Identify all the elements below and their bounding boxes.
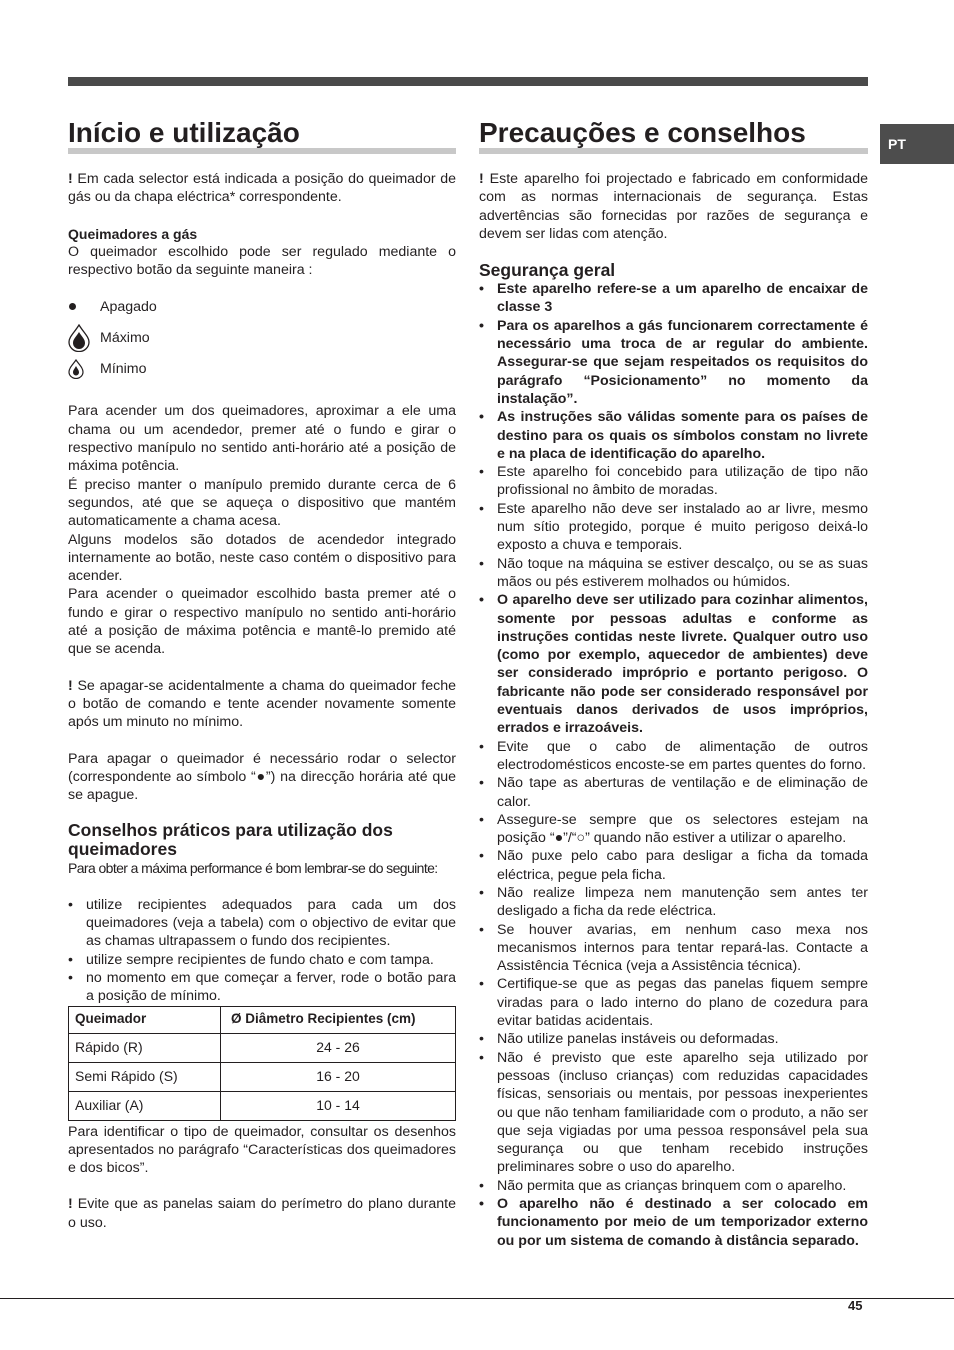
symbol-item-off: Apagado	[68, 291, 456, 322]
section-title-precaucoes: Precauções e conselhos	[479, 116, 868, 152]
footer-rule	[0, 1298, 954, 1299]
pan-warning: ! Evite que as panelas saiam do perímetro do plano durante o uso.	[68, 1196, 456, 1231]
symbol-item-min: Mínimo	[68, 353, 456, 384]
symbol-list	[68, 291, 456, 384]
intro-paragraph: ! Em cada selector está indicada a posição do queimador de gás ou da chapa eléctrica* correspondente.	[68, 171, 456, 206]
table-header: Queimador	[69, 1006, 221, 1033]
practical-tips-heading: Conselhos práticos para utilização dos queimadores	[68, 820, 393, 860]
table-row	[69, 1091, 456, 1120]
flame-out-warning: ! Se apagar-se acidentalmente a chama do queimador feche o botão de comando e tente acender novamente somente após um minuto no mínimo.	[68, 677, 456, 731]
list-item: • utilize sempre recipientes de fundo chato e com tampa.	[68, 951, 434, 968]
gas-burner-paragraph: O queimador escolhido pode ser regulado mediante o respectivo botão da seguinte maneira :	[68, 243, 456, 279]
list-item: • Certifique-se que as pegas das panelas fiquem sempre viradas para o lado interno do plano de cozedura para evitar batidas acidentais.	[479, 976, 868, 1030]
list-item: • Este aparelho foi concebido para utilização de tipo não profissional no âmbito de moradas.	[479, 464, 868, 499]
table-cell: Auxiliar (A)	[69, 1091, 221, 1120]
subheading-gas-burners: Queimadores a gás	[68, 225, 198, 242]
table-cell: Rápido (R)	[69, 1033, 221, 1062]
list-item: • Não tape as aberturas de ventilação e de eliminação de calor.	[479, 775, 868, 810]
safety-list	[479, 280, 868, 1250]
list-item: • Se houver avarias, em nenhum caso mexa nos mecanismos internos para tentar repará-las. Contacte a Assistência Técnica (veja a Assistência técnica).	[479, 921, 868, 975]
list-item: • Assegure-se sempre que os selectores estejam na posição “●”/“○” quando não estiver a utilizar o aparelho.	[479, 811, 868, 847]
list-item: • Este aparelho refere-se a um aparelho de encaixar de classe 3	[479, 281, 868, 316]
left-column	[68, 116, 456, 1232]
page-number: 45	[848, 1298, 863, 1313]
section-title-inicio: Início e utilização	[68, 116, 456, 152]
off-dot-icon	[69, 303, 76, 310]
general-safety-heading: Segurança geral	[479, 260, 616, 281]
header-rule	[68, 77, 868, 86]
table-row	[69, 1062, 456, 1091]
table-cell: 10 - 14	[221, 1091, 456, 1120]
language-tab: PT	[880, 124, 954, 164]
list-item: • Não realize limpeza nem manutenção sem antes ter desligado a ficha da rede eléctrica.	[479, 884, 868, 920]
warning-icon: !	[68, 1196, 73, 1213]
hold-paragraph: É preciso manter o manípulo premido durante cerca de 6 segundos, até que se aqueça o dispositivo que mantém automaticamente a chama acesa.	[68, 476, 456, 530]
performance-intro: Para obter a máxima performance é bom lembrar-se do seguinte:	[68, 860, 438, 877]
tips-list	[68, 896, 456, 1006]
table-cell: Semi Rápido (S)	[69, 1062, 221, 1091]
list-item: • utilize recipientes adequados para cada um dos queimadores (veja a tabela) com o objectivo de evitar que as chamas ultrapassem o fundo dos recipientes.	[68, 896, 456, 950]
list-item: • Não permita que as crianças brinquem com o aparelho.	[479, 1177, 847, 1194]
list-item: • O aparelho deve ser utilizado para cozinhar alimentos, somente por pessoas adultas e conforme as instruções contidas neste livrete. Qualquer outro uso (como por exemplo, aquecedor de ambientes) deve ser considerado impróprio e portanto perigoso. O fabricante não pode ser considerado responsável por eventuais danos derivados de usos impróprios, errados e irrazoáveis.	[479, 592, 868, 737]
list-item: • Não toque na máquina se estiver descalço, ou se as suas mãos ou pés estiverem molhados ou húmidos.	[479, 555, 868, 590]
ignition-paragraph: Para acender o queimador escolhido basta premer até o fundo e girar o respectivo manípulo no sentido anti-horário até a posição de máxima potência e mantê-lo premido até que se acenda.	[68, 586, 456, 658]
lighting-paragraph: Para acender um dos queimadores, aproximar a ele uma chama ou um acendedor, premer até o fundo e girar o respectivo manípulo no sentido anti-horário até a posição de máxima potência.	[68, 403, 456, 475]
table-header-row	[69, 1006, 456, 1033]
table-cell: 24 - 26	[221, 1033, 456, 1062]
list-item: • Este aparelho não deve ser instalado ao ar livre, mesmo num sítio protegido, porque é muito perigoso deixá-lo exposto a chuva e temporais.	[479, 500, 868, 554]
burner-table	[68, 1006, 456, 1121]
table-header: Ø Diâmetro Recipientes (cm)	[221, 1006, 456, 1033]
list-item: • no momento em que começar a ferver, rode o botão para a posição de mínimo.	[68, 969, 456, 1005]
warning-icon: !	[68, 171, 73, 187]
table-cell: 16 - 20	[221, 1062, 456, 1091]
large-flame-icon	[68, 324, 90, 352]
symbol-item-max: Máximo	[68, 322, 456, 353]
right-column	[479, 116, 868, 1250]
list-item: • As instruções são válidas somente para os países de destino para os quais os símbolos constam no livrete e na placa de identificação do aparelho.	[479, 409, 868, 462]
warning-icon: !	[479, 171, 484, 187]
list-item: • Não puxe pelo cabo para desligar a ficha da tomada eléctrica, pegue pela ficha.	[479, 848, 868, 883]
identify-burner-paragraph: Para identificar o tipo de queimador, consultar os desenhos apresentados no parágrafo “Características dos queimadores e dos bicos”.	[68, 1123, 456, 1177]
warning-icon: !	[68, 677, 73, 694]
integrated-igniter-paragraph: Alguns modelos são dotados de acendedor integrado internamente ao botão, neste caso contém o dispositivo para acender.	[68, 531, 456, 585]
table-row	[69, 1033, 456, 1062]
small-flame-icon	[68, 359, 84, 379]
list-item: • O aparelho não é destinado a ser colocado em funcionamento por meio de um temporizador externo ou por um sistema de comando à distância separado.	[479, 1196, 868, 1249]
list-item: • Evite que o cabo de alimentação de outros electrodomésticos encoste-se em partes quentes do forno.	[479, 738, 868, 773]
list-item: • Para os aparelhos a gás funcionarem correctamente é necessário uma troca de ar regular do ambiente. Assegurar-se que sejam respeitados os requisitos do parágrafo “Posicionamento” no momento da instalação”.	[479, 317, 868, 407]
turn-off-paragraph: Para apagar o queimador é necessário rodar o selector (correspondente ao símbolo “●”) na direcção horária até que se apague.	[68, 750, 456, 804]
list-item: • Não utilize panelas instáveis ou deformadas.	[479, 1031, 779, 1048]
list-item: • Não é previsto que este aparelho seja utilizado por pessoas (incluso crianças) com reduzidas capacidades físicas, sensoriais ou mentais, por pessoas inexperientes ou que não tenham familiaridade com o produto, a não ser que seja vigiadas por uma pessoa responsável pela sua segurança ou que tenham recebido instruções preliminares sobre o uso do aparelho.	[479, 1049, 868, 1176]
safety-intro: ! Este aparelho foi projectado e fabricado em conformidade com as normas internacionais de segurança. Estas advertências são fornecidas por razões de segurança e devem ser lidas com atenção.	[479, 171, 868, 242]
